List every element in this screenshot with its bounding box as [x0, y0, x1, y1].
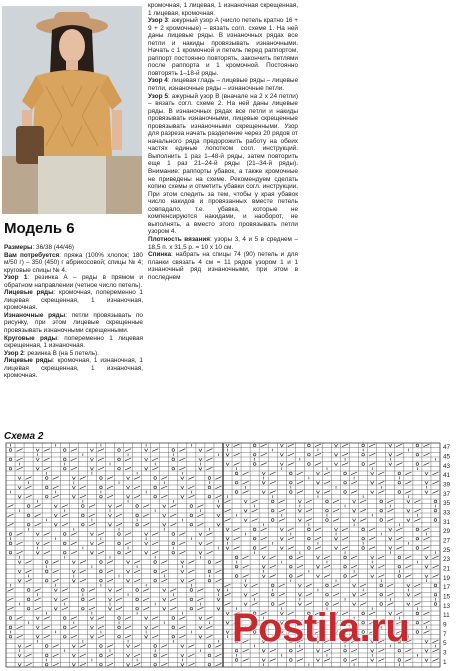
- row-number: 13: [443, 602, 451, 610]
- section-label: Изнаночные ряды: [4, 311, 66, 319]
- row-number: 7: [443, 630, 447, 638]
- section-label: Плотность вязания: [148, 235, 210, 243]
- section-text: : набрать на спицы 74 (90) петель и для планки связать 4 см = 11 рядов узором 1 и 1 изнаночный ряд изнаночными, при этом в последнем: [148, 251, 298, 281]
- section-text: : кромочная, попеременно 1 лицевая скрещенная, 1 изнаночная, кромочная.: [4, 289, 143, 312]
- woman-in-sweater-image: [2, 6, 142, 214]
- row-number: 33: [443, 509, 451, 517]
- left-column-paragraph: [4, 244, 143, 252]
- right-column-paragraph: [148, 2, 298, 17]
- section-label: Узор 2: [4, 349, 24, 357]
- section-label: Лицевые ряды: [4, 357, 53, 365]
- left-column-paragraph: [4, 252, 143, 275]
- row-number: 27: [443, 537, 451, 545]
- section-text: : петли провязывать по рисунку, при этом лицевые скрещенные провязывать изнаночными скрещенными.: [4, 311, 143, 335]
- row-number: 3: [443, 649, 447, 657]
- section-label: Круговые ряды: [4, 334, 58, 342]
- section-label: Узор 5: [148, 92, 169, 100]
- right-column-paragraph: [148, 17, 298, 77]
- row-number: 23: [443, 556, 451, 564]
- section-label: Спинка: [148, 251, 172, 259]
- section-text: кромочная, 1 лицевая, 1 изнаночная скрещенная, 1 лицевая, кромочная.: [148, 2, 298, 17]
- section-label: Узор 3: [148, 17, 168, 25]
- left-column-paragraph: [4, 350, 143, 358]
- instructions-left-column: [4, 244, 143, 428]
- section-text: : пряжа (100% хлопок; 180 м/50 г) – 350 (450) г абрикосовой; спицы № 4; круговые спицы № 4.: [4, 251, 143, 274]
- row-number: 29: [443, 528, 451, 536]
- section-label: Лицевые ряды: [4, 289, 54, 297]
- left-column-paragraph: [4, 357, 143, 380]
- scheme-title: Схема 2: [4, 431, 44, 442]
- section-text: : резинка B (на 5 петель).: [23, 349, 99, 357]
- section-text: : попеременно 1 лицевая скрещенная, 1 изнаночная.: [4, 334, 143, 350]
- row-number: 45: [443, 453, 451, 461]
- row-number: 17: [443, 584, 451, 592]
- section-label: Узор 1: [4, 274, 28, 282]
- row-number: 1: [443, 658, 447, 666]
- row-number: 25: [443, 546, 451, 554]
- model-title: Модель 6: [4, 220, 75, 237]
- row-number: 11: [443, 612, 450, 620]
- row-number: 5: [443, 640, 447, 648]
- right-column-paragraph: [148, 236, 298, 251]
- right-column-paragraph: [148, 251, 298, 281]
- section-label: Размеры: [4, 244, 33, 251]
- section-label: Узор 4: [148, 77, 168, 85]
- row-number: 41: [443, 472, 451, 480]
- row-number: 43: [443, 462, 451, 470]
- section-text: : ажурный узор B (вначале на 2 х 24 петли) – вязать согл. схеме 2. На ней даны лицевые ряды. В изнаночных рядах все петли и накиды провязывать изнаночными, лицевые скрещенные провязывать изнаночными скрещенными. Узор для разреза начать разделение через 20 рядов от начального ряда предорожить работу на обеих частях единые лопотком согл. инструкций. Выполнить 1 раз 1–48-й ряды, затем повторить еще 1 раз 21–24-й ряды (21–34-й ряды). Внимание: раппорты убавок, а также кромочные не приведены на схеме. Рекомендуем сделать копию схемы и отметить убавки согл. инструкции. При этом следить за тем, чтобы у края убавок число накидов и провязанных вместе петель совпадало, т.е. убавка, которые не компенсируются накидами, и наоборот, не выполнять, а вместо этого провязывать петли узором 4.: [148, 92, 298, 236]
- left-column-paragraph: [4, 289, 143, 312]
- row-number: 35: [443, 500, 451, 508]
- row-number: 9: [443, 621, 447, 629]
- right-column-paragraph: [148, 77, 298, 92]
- left-column-paragraph: [4, 312, 143, 335]
- model-photo: [2, 6, 142, 214]
- section-text: : лицевая гладь – лицевые ряды – лицевые петли, изнаночные ряды – изнаночные петли.: [148, 77, 298, 93]
- row-number: 31: [443, 518, 451, 526]
- section-text: : узоры 3, 4 и 5 в среднем – 18,5 п. x 31,5 р. = 10 x 10 см.: [148, 235, 298, 251]
- watermark-logo: Postila.ru: [232, 606, 410, 650]
- row-number: 15: [443, 593, 451, 601]
- instructions-right-column: [148, 2, 298, 430]
- row-number: 39: [443, 481, 451, 489]
- left-column-paragraph: [4, 274, 143, 289]
- left-column-paragraph: [4, 335, 143, 350]
- section-text: : 36/38 (44/46): [32, 244, 75, 251]
- section-text: : ажурный узор A (число петель кратно 16 + 9 + 2 кромочные) – вязать согл. схеме 1. На ней даны лицевые ряды. В изнаночных рядах все петли и накиды провязывать изнаночными. Начать с 1 кромочной и петель перед раппортом, раппорт постоянно повторять, закончить петлями после раппорта и 1 кромочной. Постоянно повторять 1–18-й ряды.: [148, 17, 298, 77]
- row-number: 21: [443, 565, 451, 573]
- row-number: 47: [443, 444, 451, 452]
- section-label: Вам потребуется: [4, 251, 60, 259]
- row-number: 19: [443, 574, 451, 582]
- section-text: : кромочная, 1 изнаночная, 1 лицевая скрещенная, 1 изнаночная, кромочная.: [4, 357, 143, 380]
- row-number: 37: [443, 490, 451, 498]
- section-text: : резинка А – ряды в прямом и обратном направлении (четное число петель).: [4, 274, 143, 289]
- right-column-paragraph: [148, 93, 298, 236]
